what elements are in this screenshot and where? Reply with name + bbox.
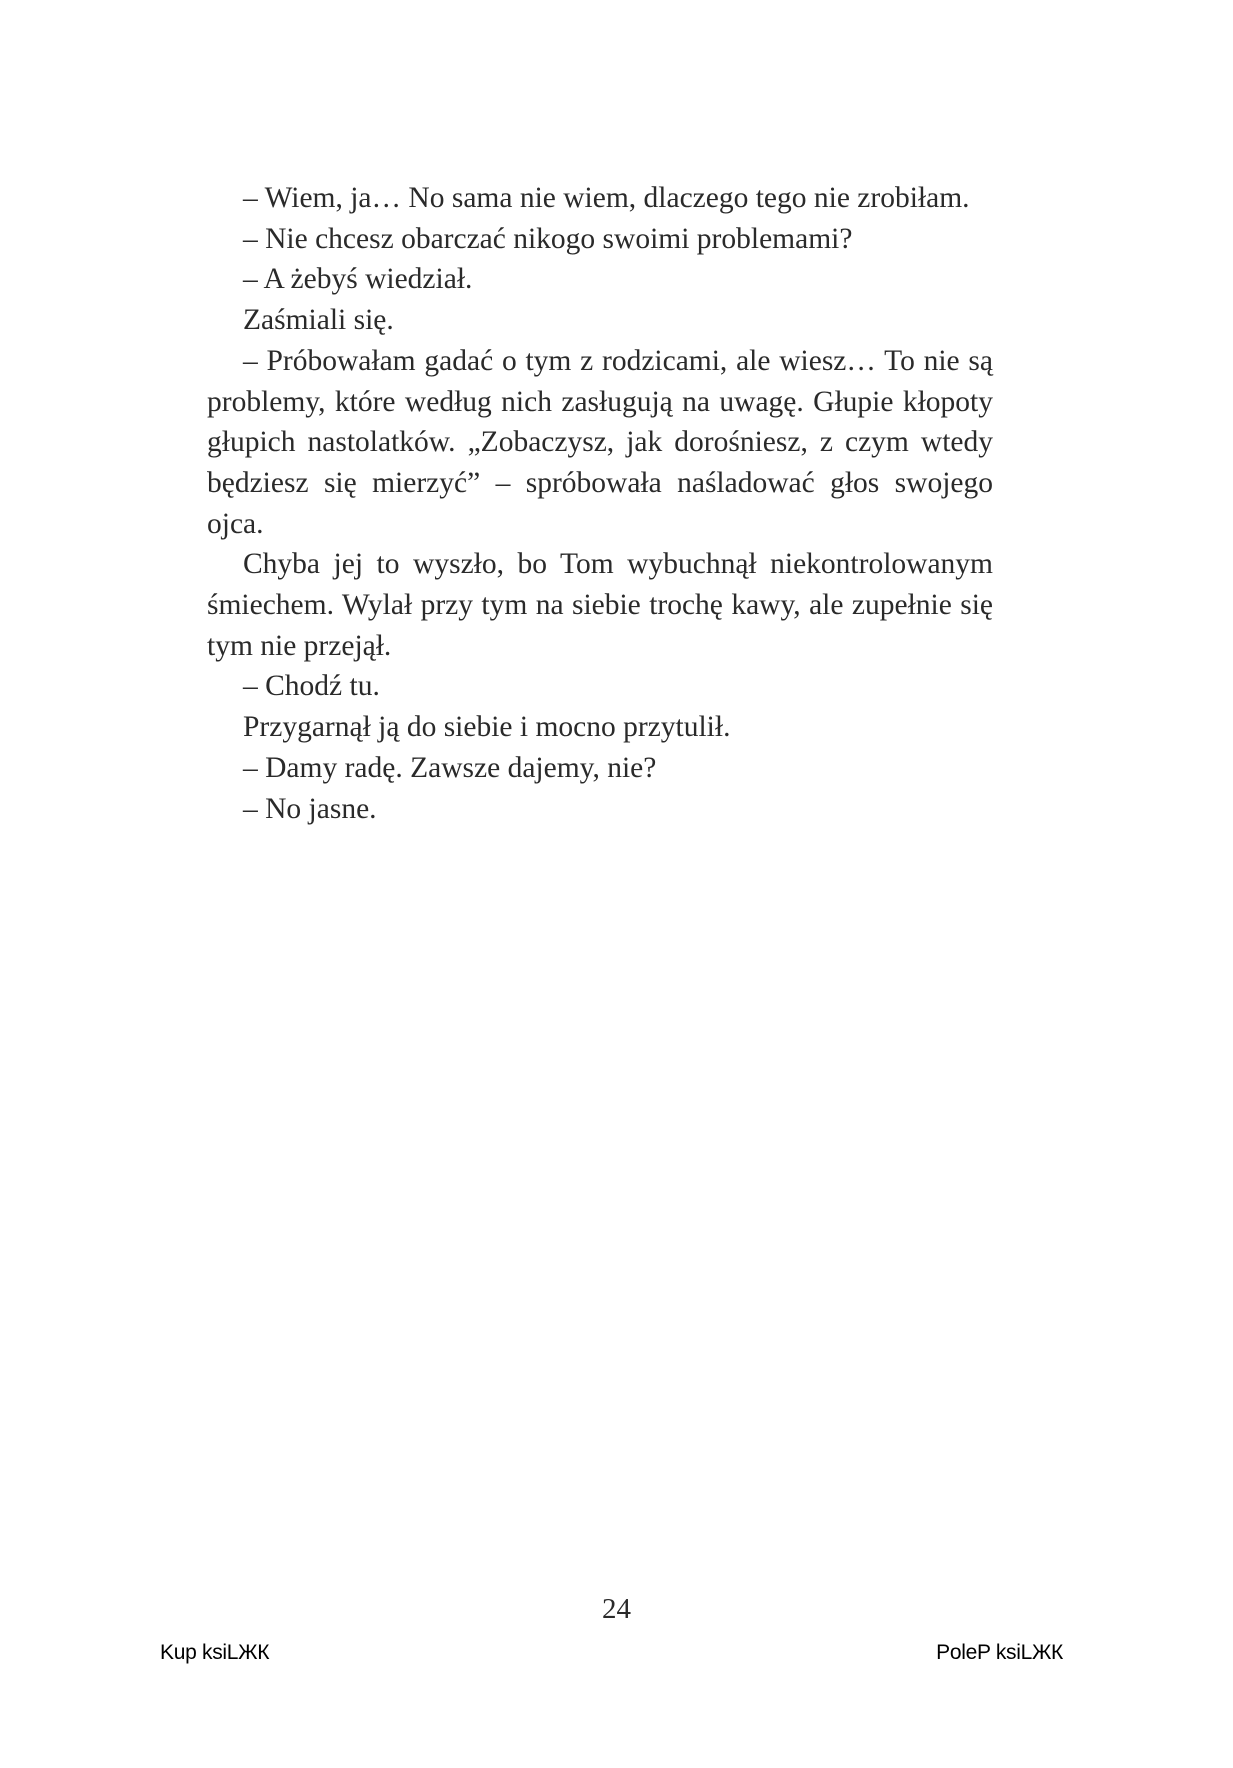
paragraph: Chyba jej to wyszło, bo Tom wybuchnął niekontrolowanym śmiechem. Wylał przy tym na siebie trochę kawy, ale zupełnie się tym nie przejął. [207, 548, 993, 662]
buy-book-link[interactable]: Kup ksiLЖК [160, 1641, 270, 1664]
page-number: 24 [602, 1593, 631, 1625]
recommend-book-link[interactable]: PoleP ksiLЖК [936, 1641, 1063, 1664]
paragraph: Przygarnął ją do siebie i mocno przytulił. [243, 711, 731, 744]
paragraph: Zaśmiali się. [243, 304, 394, 337]
paragraph: – Próbowałam gadać o tym z rodzicami, ale wiesz… To nie są problemy, które według nich zasługują na uwagę. Głupie kłopoty głupich nastolatków. „Zobaczysz, jak dorośniesz, z czym wtedy będziesz się mierzyć” – spróbowała naśladować głos swojego ojca. [207, 344, 993, 540]
paragraph: – Nie chcesz obarczać nikogo swoimi problemami? [243, 222, 853, 255]
paragraph: – No jasne. [243, 792, 377, 825]
paragraph: – Chodź tu. [243, 670, 380, 703]
body-text [207, 178, 993, 829]
paragraph: – Damy radę. Zawsze dajemy, nie? [243, 751, 657, 784]
paragraph: – A żebyś wiedział. [243, 263, 473, 296]
paragraph: – Wiem, ja… No sama nie wiem, dlaczego tego nie zrobiłam. [243, 182, 970, 214]
